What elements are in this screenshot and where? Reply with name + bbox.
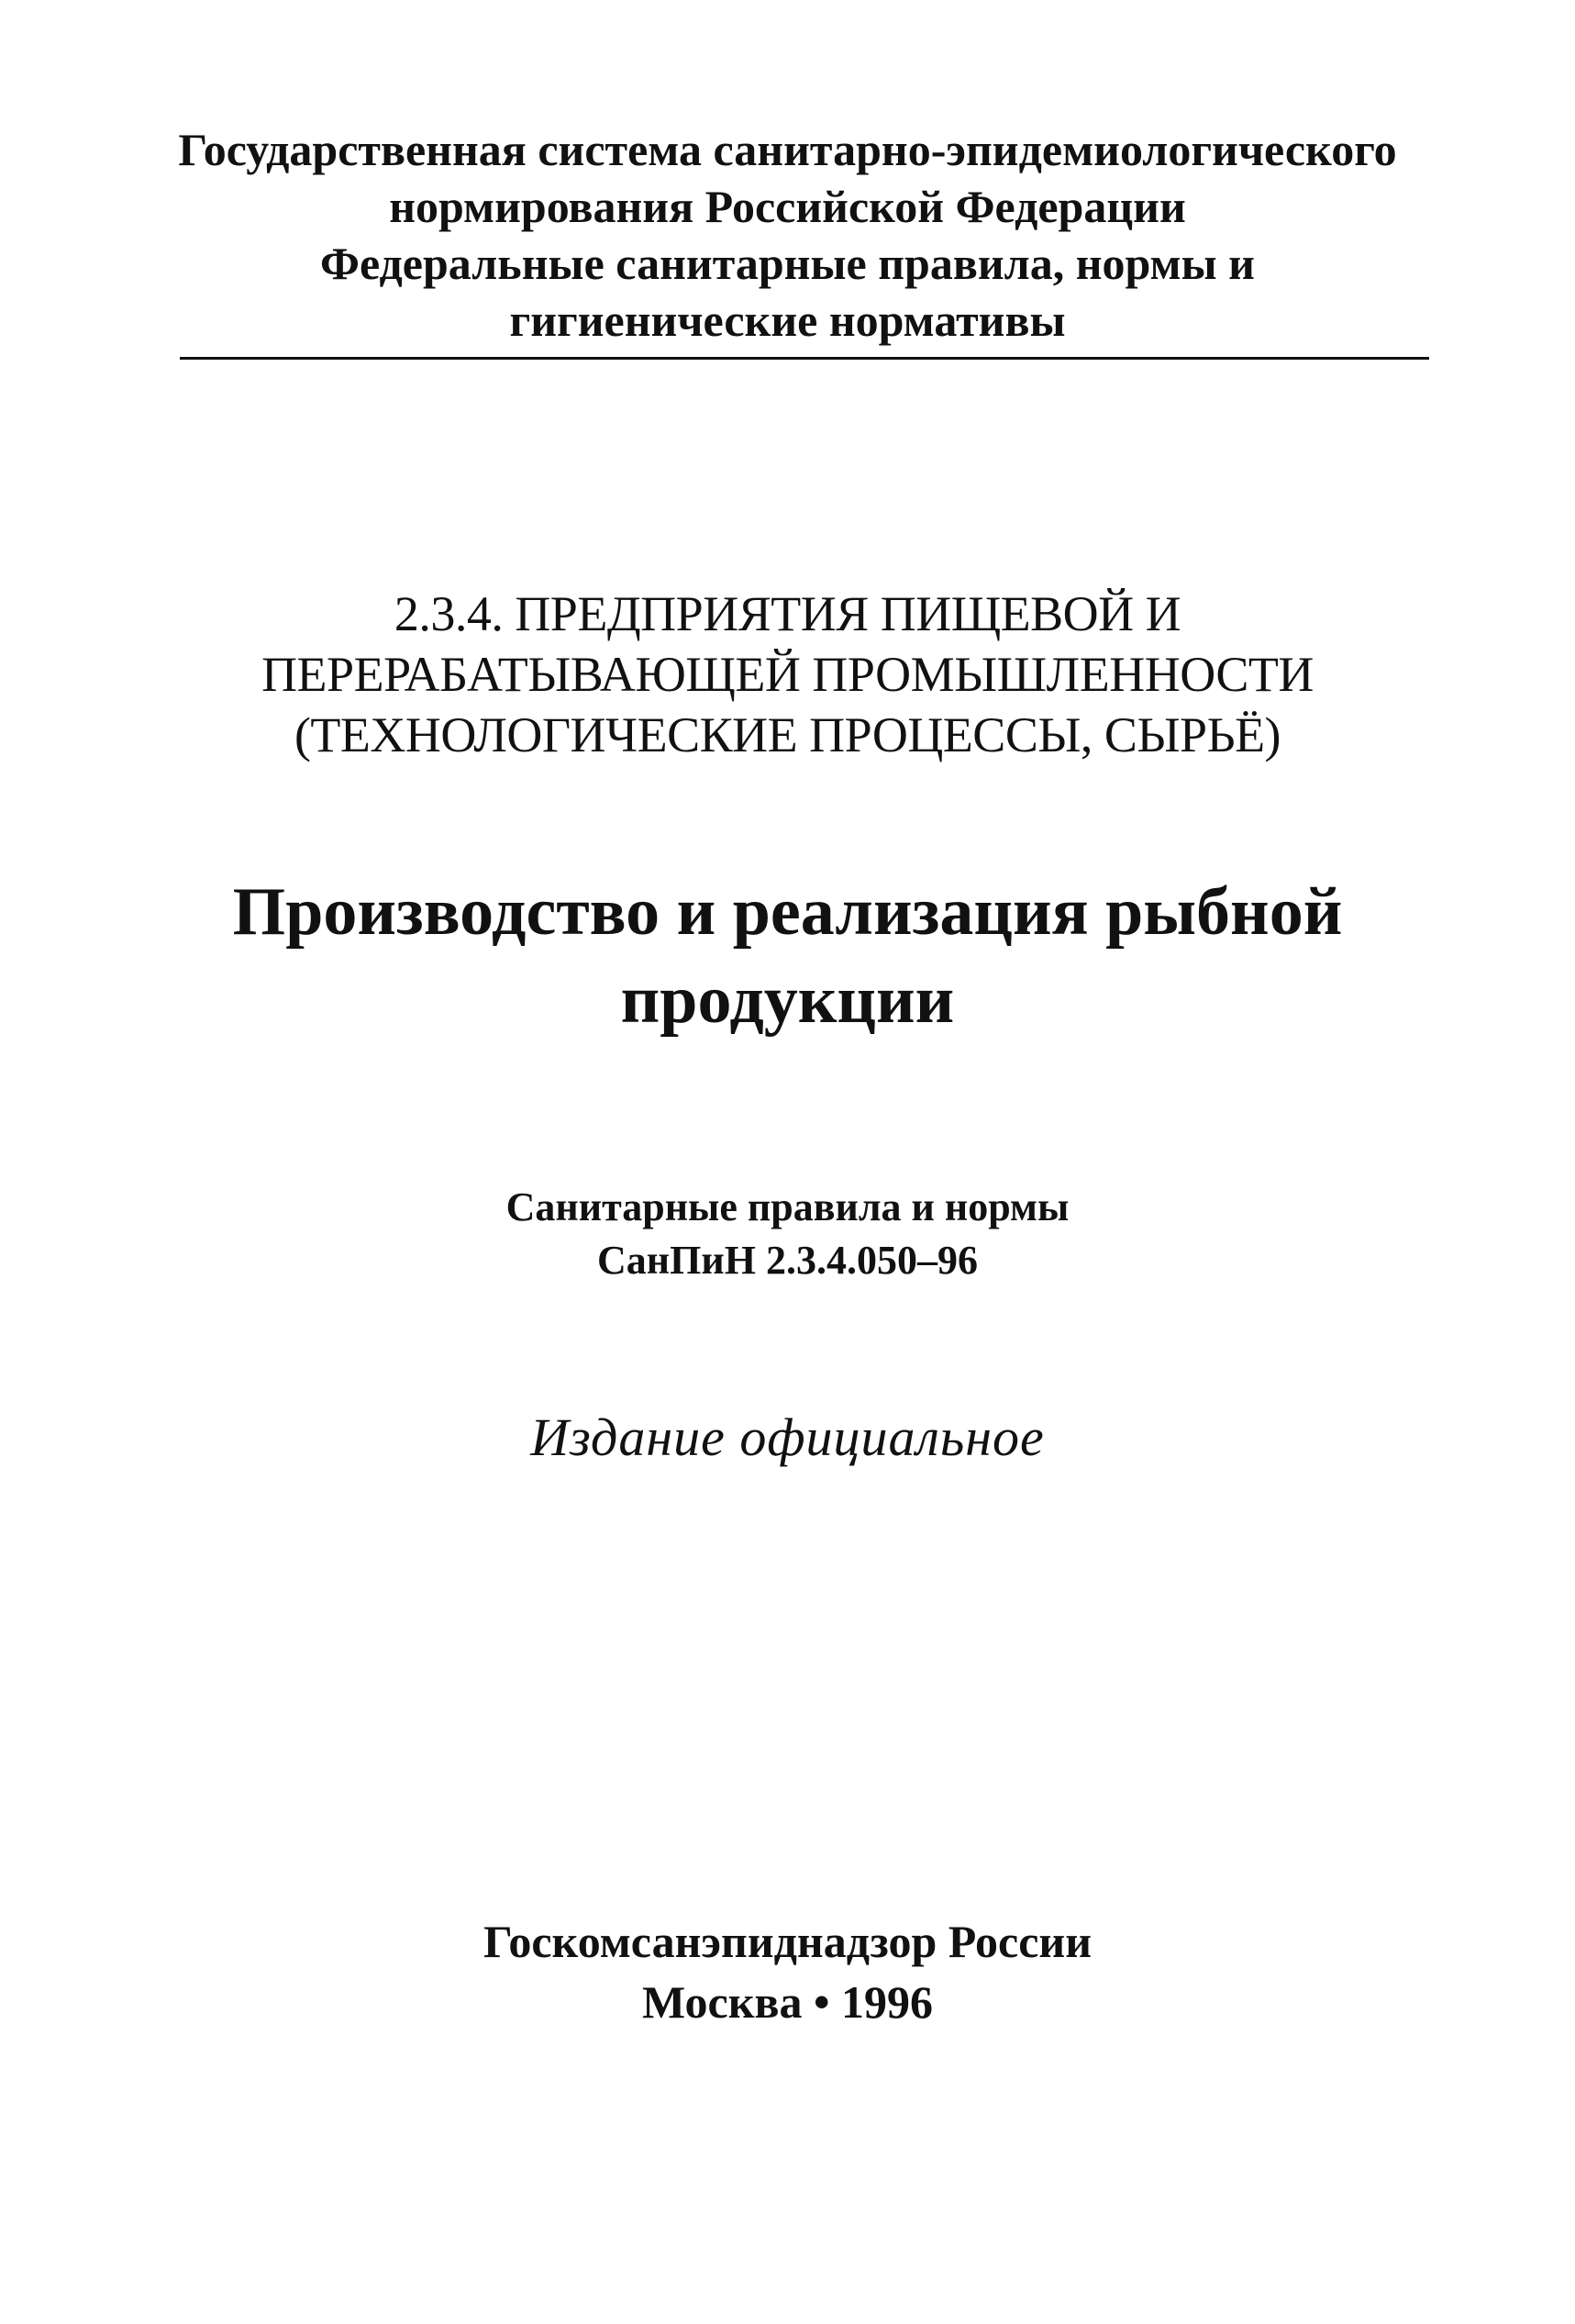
document-category (0, 584, 1575, 765)
rules-designation (0, 1181, 1575, 1287)
publisher-name: Госкомсанэпиднадзор России (482, 1916, 1093, 1967)
title-line: продукции (620, 962, 955, 1038)
header-line: гигиенические нормативы (509, 295, 1066, 346)
header-line: нормирования Российской Федерации (389, 181, 1186, 232)
document-title (0, 868, 1575, 1044)
title-line: Производство и реализация рыбной (232, 874, 1343, 950)
rules-type-label: Санитарные правила и нормы (505, 1184, 1070, 1229)
edition-note (0, 1406, 1575, 1470)
rules-code: СанПиН 2.3.4.050–96 (597, 1238, 978, 1283)
header-divider (180, 357, 1429, 360)
publication-series-header (0, 121, 1575, 349)
header-line: Федеральные санитарные правила, нормы и (320, 238, 1255, 289)
publisher-place-year: Москва • 1996 (641, 1976, 934, 2028)
header-line: Государственная система санитарно-эпидемиологического (178, 124, 1397, 175)
category-line: (ТЕХНОЛОГИЧЕСКИЕ ПРОЦЕССЫ, СЫРЬЁ) (294, 707, 1281, 762)
edition-label: Издание официальное (530, 1407, 1045, 1467)
category-line: 2.3.4. ПРЕДПРИЯТИЯ ПИЩЕВОЙ И (394, 586, 1181, 641)
publisher-info (0, 1911, 1575, 2032)
category-line: ПЕРЕРАБАТЫВАЮЩЕЙ ПРОМЫШЛЕННОСТИ (261, 647, 1314, 702)
